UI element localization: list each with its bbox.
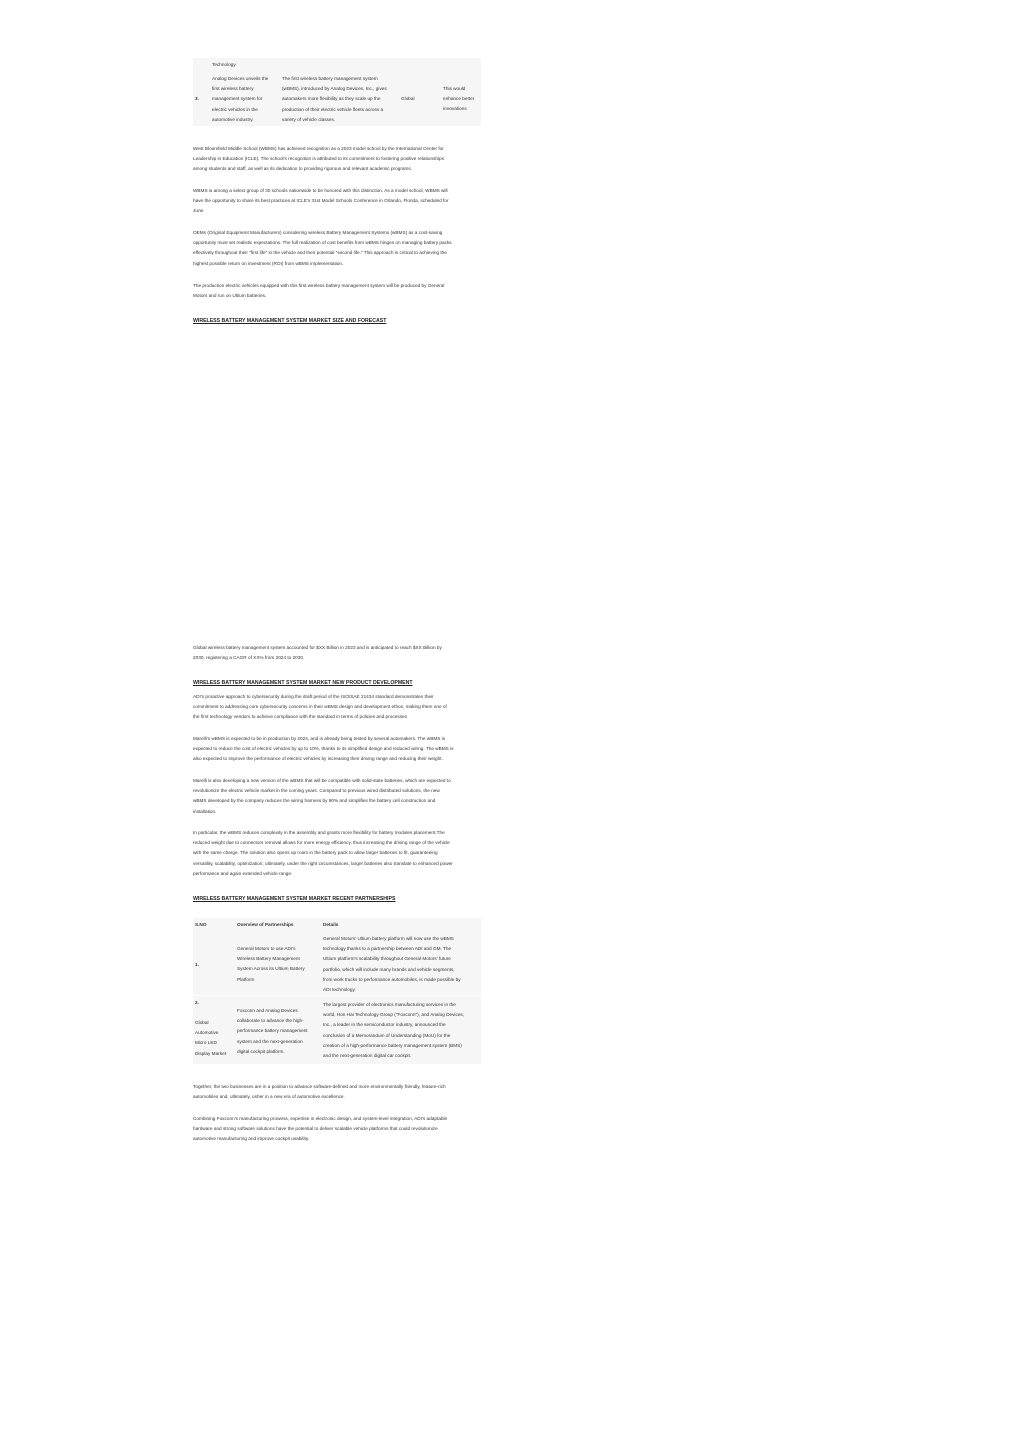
partnerships-table bbox=[193, 918, 481, 1064]
header-details: Details bbox=[323, 922, 339, 927]
paragraph-together: Together, the two businesses are in a position to advance software-defined and more environmentally friendly, feature-rich automobiles and, ultimately, usher in a new era of automotive excellence. bbox=[193, 1084, 446, 1100]
row-sno: 1. bbox=[195, 962, 199, 967]
row-sno: 3. bbox=[195, 96, 199, 101]
row-sno: 2. bbox=[195, 1000, 199, 1005]
heading-recent-partnerships: WIRELESS BATTERY MANAGEMENT SYSTEM MARKET RECENT PARTNERSHIPS bbox=[193, 896, 396, 902]
row-sno-extra: Global Automotive Micro LED Display Market bbox=[195, 1020, 226, 1056]
paragraph-combining-foxconn: Combining Foxconn’s manufacturing prowess, expertise in electronic design, and system-level integration, ADI’s adaptable hardware and strong software solutions have the potential to deliver scalable vehicle platforms that could revolutionize automotive manufacturing and improve cockpit usability. bbox=[193, 1116, 448, 1142]
table-header-row bbox=[193, 918, 481, 932]
row-impact: This would enhance better innovations bbox=[443, 86, 475, 112]
row-divider bbox=[193, 995, 481, 996]
row-details: The first wireless battery management system (wBMS), introduced by Analog Devices, Inc., gives automakers more flexibility as they scale up the production of their electric vehicle fleets across a variety of vehicle classes. bbox=[282, 76, 387, 122]
row-development: Analog Devices unveils the first wireless battery management system for electric vehicles in the automotive industry. bbox=[212, 76, 269, 122]
top-development-table bbox=[193, 58, 481, 126]
row-overview: Foxconn and Analog Devices collaborate to advance the high- performance battery management system and the next-generation digital cockpit platform. bbox=[237, 1008, 308, 1054]
paragraph-marelli-solid-state: Marelli is also developing a new version of the wBMS that will be compatible with solid-state batteries, which are expected to revolutionize the electric vehicle market in the coming years. Compared to previous wired distributed solutions, the new wBMS developed by the company reduces the wiring harness by 90% and simplifies the battery cell construction and installation. bbox=[193, 778, 451, 814]
table-row bbox=[193, 72, 481, 126]
header-sno: S.NO bbox=[195, 922, 207, 927]
row-overview: General Motors to use ADI's Wireless Battery Management System Across its Ultium Battery Platform bbox=[237, 946, 305, 982]
row-region: Global bbox=[401, 96, 415, 101]
paragraph-wbms-model-school: WBMS is among a select group of 30 schools nationwide to be honored with this distinction. As a model school, WBMS will have the opportunity to share its best practices at ICLE’s 31st Model Schools Conference in Orlando, Florida, scheduled for June. bbox=[193, 188, 449, 214]
paragraph-oems: OEMs (Original Equipment Manufacturers) considering wireless Battery Management Systems (wBMS) as a cost-saving opportunity must set realistic expectations. The full realization of cost benefits from wBMS hinges on managing battery packs effectively throughout their “first life” in the vehicle and their potential “second life.” This approach is critical to achieving the highest possible return on investment (ROI) from wBMS implementation. bbox=[193, 230, 452, 266]
row-details: The largest provider of electronics manufacturing services in the world, Hon Hai Technology Group ("Foxconn"), and Analog Devices, Inc., a leader in the semiconductor industry, announced the conclusion of a Memorandum of Understanding (MoU) for the creation of a high-performance battery management system (BMS) and the next-generation digital car cockpit. bbox=[323, 1002, 465, 1059]
row-details: General Motors' Ultium battery platform will now use the wBMS technology thanks to a partnership between ADI and GM. The Ultium platform's scalability throughout General Motors' future portfolio, which will include many brands and vehicle segments, from work trucks to performance automobiles, is made possible by ADI technology. bbox=[323, 936, 461, 993]
paragraph-wbms-complexity: In particular, the wBMS reduces complexity in the assembly and grants more flexibility for battery modules placement.The reduced weight due to connectors removal allows for more energy efficiency, thus increasing the driving range of the vehicle with the same charge. The solution also opens up room in the battery pack to allow larger batteries to fit, guaranteeing versatility, scalability, optimization; ultimately, under the right circumstances, larger batteries also translate to enhanced power performance and again extended vehicle range. bbox=[193, 830, 453, 876]
paragraph-production-evs: The production electric vehicles equipped with this first wireless battery management system will be produced by General Motors and run on Ultium batteries. bbox=[193, 283, 445, 299]
table-fragment: Technology. bbox=[212, 62, 237, 67]
heading-market-size: WIRELESS BATTERY MANAGEMENT SYSTEM MARKET SIZE AND FORECAST bbox=[193, 318, 387, 324]
paragraph-market-size: Global wireless battery management system accounted for $XX Billion in 2023 and is anticipated to reach $XX Billion by 2030, registering a CAGR of XX% from 2024 to 2030. bbox=[193, 645, 442, 661]
header-overview: Overview of Partnerships bbox=[237, 922, 294, 927]
table-row bbox=[193, 998, 481, 1064]
paragraph-wbms-recognition: West Bloomfield Middle School (WBMS) has achieved recognition as a 2023 model school by the International Center for Leadership in Education (ICLE). The school’s recognition is attributed to its commitment to fostering positive relationships among students and staff, as well as its dedication to providing rigorous and relevant academic programs. bbox=[193, 146, 444, 172]
table-row bbox=[193, 934, 481, 996]
paragraph-marelli-production: Marelli’s wBMS is expected to be in production by 2024, and is already being tested by several automakers. The wBMS is expected to reduce the cost of electric vehicles by up to 10%, thanks to its simplified design and reduced wiring. The wBMS is also expected to improve the performance of electric vehicles by increasing their driving range and reducing their weight. bbox=[193, 736, 454, 762]
paragraph-adi-cybersecurity: ADI’s proactive approach to cybersecurity during the draft period of the ISO/SAE 21434 standard demonstrates their commitment to addressing core cybersecurity concerns in their wBMS design and development ethos, making them one of the first technology vendors to achieve compliance with the standard in terms of policies and processes bbox=[193, 694, 447, 720]
heading-new-product-development: WIRELESS BATTERY MANAGEMENT SYSTEM MARKET NEW PRODUCT DEVELOPMENT bbox=[193, 680, 413, 686]
